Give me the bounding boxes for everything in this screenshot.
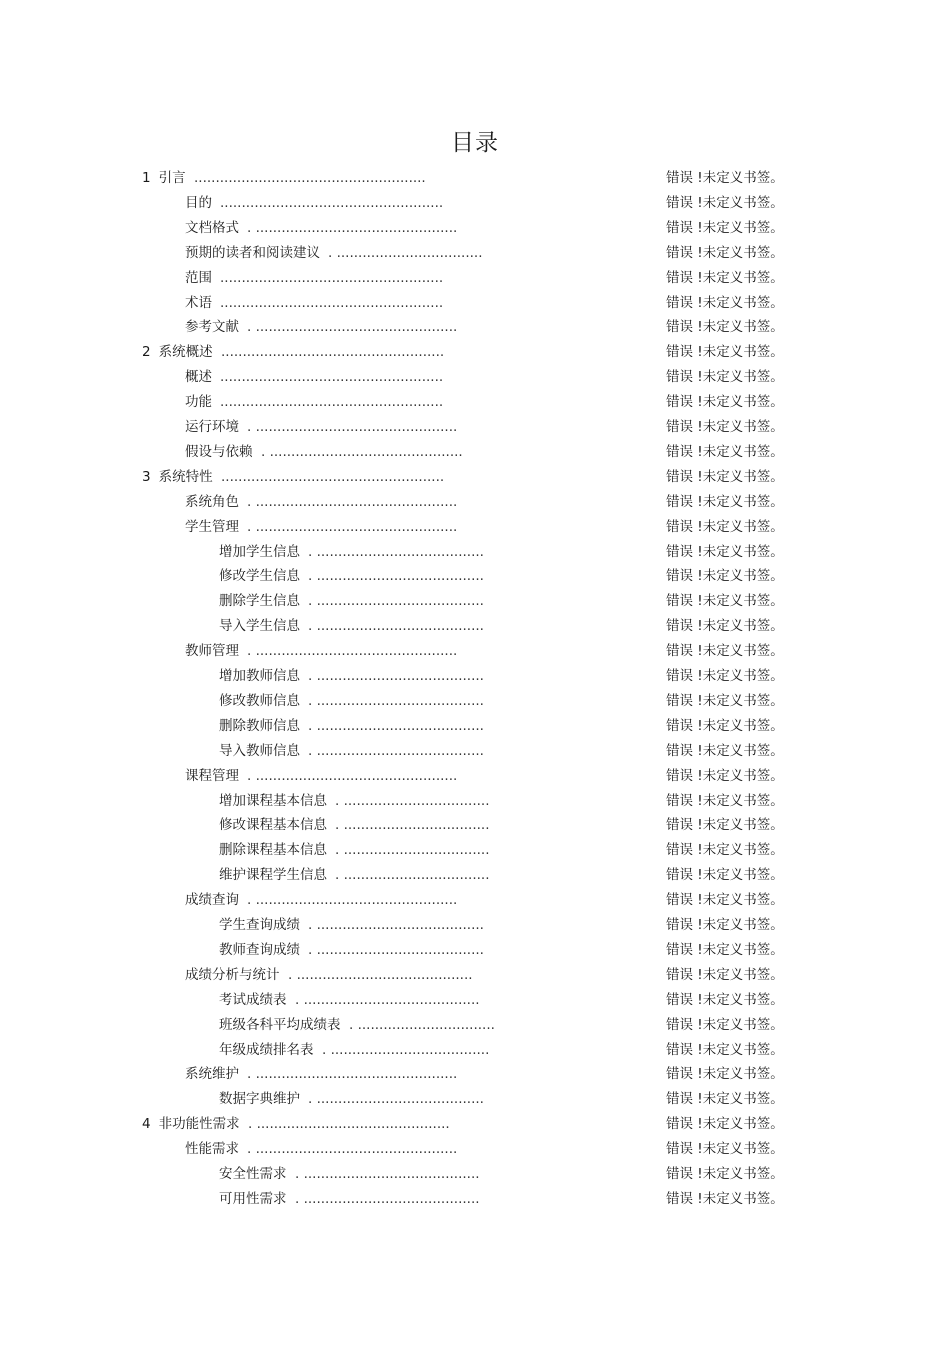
toc-entry-page: 错误 !未定义书签。: [666, 792, 784, 809]
toc-entry[interactable]: [0, 1087, 950, 1112]
toc-entry-leader: . ...............................................: [247, 643, 458, 660]
toc-entry-text: 删除课程基本信息: [219, 842, 327, 859]
toc-entry-text: 教师管理: [185, 643, 239, 660]
toc-entry-label: [185, 291, 212, 316]
toc-entry-leader: . .........................................: [295, 1166, 480, 1182]
toc-entry[interactable]: [0, 789, 950, 814]
toc-entry-label: [185, 415, 239, 440]
toc-entry[interactable]: [0, 540, 950, 565]
toc-entry-label: [185, 390, 212, 415]
toc-entry-text: 学生管理: [185, 518, 239, 535]
toc-entry-leader: . ...............................................: [247, 518, 458, 535]
toc-entry-leader: ....................................................: [220, 394, 444, 411]
toc-entry-label: [219, 988, 287, 1013]
toc-entry[interactable]: [0, 564, 950, 589]
toc-entry-text: 教师查询成绩: [219, 941, 300, 958]
toc-entry-label: [219, 714, 300, 739]
toc-entry-label: [185, 315, 239, 340]
toc-entry-page: 错误 !未定义书签。: [666, 468, 784, 485]
toc-entry-text: 课程管理: [185, 767, 239, 784]
toc-entry-page: 错误 !未定义书签。: [666, 369, 784, 386]
toc-entry-text: 导入学生信息: [219, 618, 300, 635]
toc-entry-label: [219, 1038, 314, 1063]
toc-entry-page: 错误 !未定义书签。: [666, 1041, 784, 1058]
toc-entry[interactable]: [0, 764, 950, 789]
toc-entry-label: [219, 838, 327, 863]
toc-entry-text: 删除教师信息: [219, 717, 300, 734]
toc-entry-label: [219, 540, 300, 565]
toc-entry[interactable]: [0, 988, 950, 1013]
toc-entry-page: 错误 !未定义书签。: [666, 568, 784, 585]
toc-entry-page: 错误 !未定义书签。: [666, 867, 784, 884]
toc-entry-page: 错误 !未定义书签。: [666, 643, 784, 660]
toc-entry-leader: ....................................................: [220, 194, 444, 211]
toc-entry-page: 错误 !未定义书签。: [666, 1066, 784, 1083]
toc-entry-page: 错误 !未定义书签。: [666, 294, 784, 311]
toc-entry-leader: . ...............................................: [247, 892, 458, 909]
toc-entry-page: 错误 !未定义书签。: [666, 917, 784, 933]
toc-entry-text: 学生查询成绩: [219, 917, 300, 933]
toc-entry[interactable]: [0, 1038, 950, 1063]
toc-entry[interactable]: [0, 938, 950, 963]
toc-entry-label: [185, 216, 239, 241]
toc-entry-text: 运行环境: [185, 419, 239, 435]
toc-entry-text: 成绩查询: [185, 892, 239, 909]
toc-entry-text: 系统概述: [158, 344, 213, 361]
toc-entry-text: 考试成绩表: [219, 991, 287, 1008]
toc-entry-page: 错误 !未定义书签。: [666, 817, 784, 834]
toc-entry-text: 系统维护: [185, 1066, 239, 1083]
toc-entry-label: [142, 340, 213, 365]
toc-entry[interactable]: [0, 913, 950, 938]
toc-entry-label: [219, 614, 300, 639]
toc-entry-leader: . ...............................................: [247, 419, 458, 435]
toc-entry-text: 预期的读者和阅读建议: [185, 244, 320, 261]
toc-entry-page: 错误 !未定义书签。: [666, 219, 784, 236]
toc-entry[interactable]: [0, 614, 950, 639]
toc-entry-label: [219, 589, 300, 614]
toc-entry-label: [142, 465, 213, 490]
toc-entry-label: [219, 1187, 287, 1212]
toc-entry-text: 引言: [158, 170, 186, 186]
toc-entry-leader: ....................................................: [221, 344, 445, 361]
toc-entry-page: 错误 !未定义书签。: [666, 443, 784, 460]
toc-entry-page: 错误 !未定义书签。: [666, 1016, 784, 1033]
toc-entry[interactable]: [0, 589, 950, 614]
toc-entry-text: 增加学生信息: [219, 543, 300, 560]
toc-entry[interactable]: [0, 863, 950, 888]
toc-entry-page: 错误 !未定义书签。: [666, 1166, 784, 1182]
toc-entry-page: 错误 !未定义书签。: [666, 269, 784, 286]
toc-entry-label: [219, 689, 300, 714]
toc-entry[interactable]: [0, 266, 950, 291]
toc-entry-page: 错误 !未定义书签。: [666, 593, 784, 610]
toc-entry-text: 增加教师信息: [219, 668, 300, 684]
toc-entry-text: 假设与依赖: [185, 443, 253, 460]
toc-entry-page: 错误 !未定义书签。: [666, 991, 784, 1008]
toc-entry-leader: . ..................................: [328, 244, 483, 261]
toc-entry-page: 错误 !未定义书签。: [666, 244, 784, 261]
toc-entry[interactable]: [0, 963, 950, 988]
toc-entry-label: [219, 1013, 341, 1038]
toc-entry-page: 错误 !未定义书签。: [666, 618, 784, 635]
toc-entry-page: 错误 !未定义书签。: [666, 1091, 784, 1108]
toc-entry-text: 删除学生信息: [219, 593, 300, 610]
toc-entry-text: 年级成绩排名表: [219, 1041, 314, 1058]
toc-entry-label: [219, 863, 327, 888]
toc-entry[interactable]: [0, 1112, 950, 1137]
toc-entry-page: 错误 !未定义书签。: [666, 1116, 784, 1133]
toc-entry-page: 错误 !未定义书签。: [666, 1190, 784, 1207]
toc-entry-page: 错误 !未定义书签。: [666, 319, 784, 336]
toc-entry-text: 数据字典维护: [219, 1091, 300, 1108]
toc-entry-page: 错误 !未定义书签。: [666, 543, 784, 560]
toc-entry-leader: . ..................................: [335, 867, 490, 884]
toc-entry-leader: . .......................................: [308, 668, 484, 684]
toc-entry[interactable]: [0, 415, 950, 440]
toc-entry-leader: . ...............................................: [247, 1141, 458, 1158]
toc-entry-page: 错误 !未定义书签。: [666, 518, 784, 535]
toc-entry-label: [185, 639, 239, 664]
toc-entry[interactable]: [0, 639, 950, 664]
toc-entry-label: [185, 963, 280, 988]
toc-entry-page: 错误 !未定义书签。: [666, 344, 784, 361]
toc-entry-text: 功能: [185, 394, 212, 411]
toc-entry[interactable]: [0, 1187, 950, 1212]
toc-entry[interactable]: [0, 1013, 950, 1038]
toc-entry-leader: . .............................................: [261, 443, 463, 460]
toc-entry-leader: . ...............................................: [247, 493, 458, 510]
toc-entry-leader: . ..................................: [335, 792, 490, 809]
toc-entry-leader: . .......................................: [308, 717, 484, 734]
toc-entry-page: 错误 !未定义书签。: [666, 892, 784, 909]
toc-entry-label: [185, 490, 239, 515]
toc-entry-label: [185, 440, 253, 465]
toc-entry-page: 错误 !未定义书签。: [666, 419, 784, 435]
toc-entry-leader: . .......................................: [308, 742, 484, 759]
toc-entry-page: 错误 !未定义书签。: [666, 394, 784, 411]
toc-entry-text: 维护课程学生信息: [219, 867, 327, 884]
toc-entry-leader: ....................................................: [221, 468, 445, 485]
toc-entry-leader: . ...............................................: [247, 319, 458, 336]
toc-entry[interactable]: [0, 390, 950, 415]
toc-entry[interactable]: [0, 191, 950, 216]
toc-entry-label: [142, 166, 186, 191]
toc-entry-text: 导入教师信息: [219, 742, 300, 759]
toc-entry-leader: . .....................................: [322, 1041, 490, 1058]
toc-entry[interactable]: [0, 490, 950, 515]
toc-entry-label: [185, 764, 239, 789]
toc-entry-text: 性能需求: [185, 1141, 239, 1158]
toc-entry[interactable]: [0, 1062, 950, 1087]
toc-entry-text: 文档格式: [185, 219, 239, 236]
toc-entry[interactable]: [0, 340, 950, 365]
toc-entry-leader: . .......................................: [308, 941, 484, 958]
toc-entry-label: [219, 739, 300, 764]
toc-entry-label: [219, 1087, 300, 1112]
toc-entry-text: 系统特性: [158, 468, 213, 485]
toc-entry[interactable]: [0, 813, 950, 838]
toc-entry[interactable]: [0, 838, 950, 863]
toc-entry-label: [219, 1162, 287, 1187]
toc-title: 目录: [451, 130, 499, 156]
toc-entry-leader: . ................................: [349, 1016, 495, 1033]
toc-entry-page: 错误 !未定义书签。: [666, 692, 784, 709]
toc-entry[interactable]: [0, 315, 950, 340]
toc-entry-label: [185, 266, 212, 291]
toc-entry-text: 系统角色: [185, 493, 239, 510]
toc-entry-number: 1: [142, 170, 151, 186]
toc-entry-leader: . .......................................: [308, 543, 484, 560]
toc-entry-text: 修改课程基本信息: [219, 817, 327, 834]
toc-entry-page: 错误 !未定义书签。: [666, 194, 784, 211]
toc-entry-leader: . ...............................................: [247, 1066, 458, 1083]
toc-entry-leader: . .........................................: [295, 1190, 480, 1207]
toc-entry[interactable]: [0, 166, 950, 191]
toc-entry[interactable]: [0, 1137, 950, 1162]
toc-entry-leader: . .......................................: [308, 568, 484, 585]
toc-entry-label: [219, 664, 300, 689]
toc-entry-text: 班级各科平均成绩表: [219, 1016, 341, 1033]
toc-entry-leader: . .......................................: [308, 1091, 484, 1108]
toc-entry[interactable]: [0, 689, 950, 714]
toc-entry-page: 错误 !未定义书签。: [666, 966, 784, 983]
toc-entry-label: [185, 365, 212, 390]
toc-entry-leader: . ...............................................: [247, 219, 458, 236]
toc-entry-leader: ....................................................: [220, 294, 444, 311]
toc-entry-page: 错误 !未定义书签。: [666, 1141, 784, 1158]
toc-entry-number: 3: [142, 468, 151, 485]
toc-entry-leader: ......................................................: [194, 170, 426, 186]
toc-entry-page: 错误 !未定义书签。: [666, 493, 784, 510]
toc-entry-label: [185, 241, 320, 266]
toc-entry[interactable]: [0, 440, 950, 465]
toc-entry[interactable]: [0, 888, 950, 913]
toc-entry-leader: . ..................................: [335, 842, 490, 859]
toc-entry[interactable]: [0, 291, 950, 316]
toc-entry-text: 成绩分析与统计: [185, 966, 280, 983]
toc-entry-page: 错误 !未定义书签。: [666, 668, 784, 684]
toc-entry-label: [219, 789, 327, 814]
toc-entry-leader: . .......................................: [308, 692, 484, 709]
toc-entry-leader: . ...............................................: [247, 767, 458, 784]
toc-entry-leader: ....................................................: [220, 269, 444, 286]
toc-entry-leader: . .......................................: [308, 917, 484, 933]
toc-entry-number: 4: [142, 1116, 151, 1133]
toc-entry-leader: . .......................................: [308, 593, 484, 610]
toc-entry-label: [219, 813, 327, 838]
toc-entry-page: 错误 !未定义书签。: [666, 941, 784, 958]
toc-entry-leader: . ..................................: [335, 817, 490, 834]
toc-entry-text: 增加课程基本信息: [219, 792, 327, 809]
toc-entry-text: 目的: [185, 194, 212, 211]
toc-entry[interactable]: [0, 515, 950, 540]
toc-entry[interactable]: [0, 1162, 950, 1187]
toc-entry-leader: . .........................................: [288, 966, 473, 983]
toc-entry[interactable]: [0, 365, 950, 390]
toc-entry-text: 非功能性需求: [158, 1116, 240, 1133]
toc-entry-text: 安全性需求: [219, 1166, 287, 1182]
toc-entry-text: 概述: [185, 369, 212, 386]
toc-entry-label: [219, 938, 300, 963]
toc-entry-text: 范围: [185, 269, 212, 286]
toc-entry-page: 错误 !未定义书签。: [666, 842, 784, 859]
toc-entry-label: [185, 1062, 239, 1087]
toc-entry-label: [185, 888, 239, 913]
toc-entry-label: [185, 191, 212, 216]
toc-entry-label: [219, 913, 300, 938]
toc-entry-text: 修改教师信息: [219, 692, 300, 709]
toc-entry-page: 错误 !未定义书签。: [666, 767, 784, 784]
toc-entry[interactable]: [0, 714, 950, 739]
toc-entry-label: [185, 1137, 239, 1162]
toc-entry-text: 可用性需求: [219, 1190, 287, 1207]
toc-entry[interactable]: [0, 739, 950, 764]
toc-entry[interactable]: [0, 664, 950, 689]
toc-entry-text: 术语: [185, 294, 212, 311]
toc-entry-label: [185, 515, 239, 540]
toc-entry-leader: . .......................................: [308, 618, 484, 635]
toc-entry-label: [142, 1112, 240, 1137]
toc-entry[interactable]: [0, 241, 950, 266]
toc-entry-label: [219, 564, 300, 589]
toc-entry-text: 修改学生信息: [219, 568, 300, 585]
toc-entry-leader: ....................................................: [220, 369, 444, 386]
toc-entry-page: 错误 !未定义书签。: [666, 717, 784, 734]
toc-entry-number: 2: [142, 344, 151, 361]
toc-entry-page: 错误 !未定义书签。: [666, 170, 784, 186]
toc-entry-page: 错误 !未定义书签。: [666, 742, 784, 759]
toc-entry-leader: . .........................................: [295, 991, 480, 1008]
toc-entry[interactable]: [0, 465, 950, 490]
toc-entry-text: 参考文献: [185, 319, 239, 336]
toc-entry[interactable]: [0, 216, 950, 241]
toc-entry-leader: . .............................................: [248, 1116, 450, 1133]
